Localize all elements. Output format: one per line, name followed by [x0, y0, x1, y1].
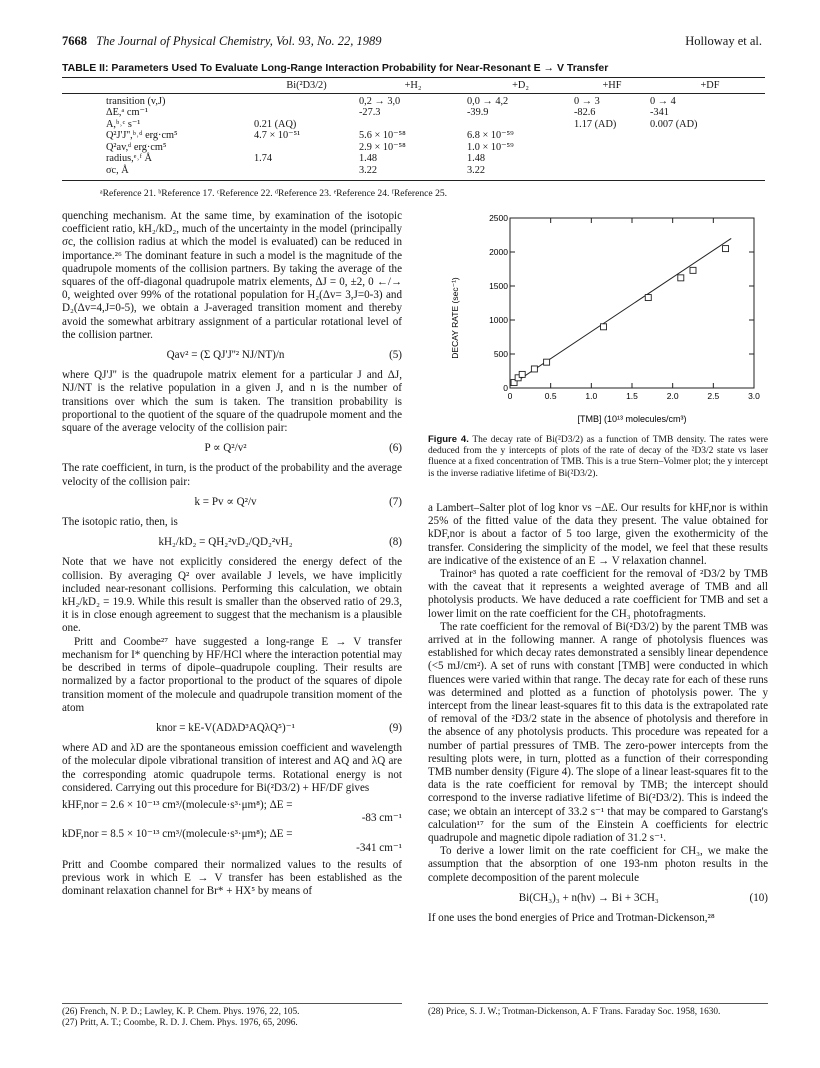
table-cell: 1.0 × 10⁻⁵⁹	[467, 141, 514, 153]
result-df: kDF,nor = 8.5 × 10⁻¹³ cm³/(molecule·s³·μm⁸); ΔE =	[62, 828, 293, 841]
table-cell: 0,0 → 4,2	[467, 95, 509, 107]
table-cell: 6.8 × 10⁻⁵⁹	[467, 130, 514, 141]
paragraph: where AD and λD are the spontaneous emission coefficient and wavelength of the molecular dipole vibrational transition of interest and AQ and λQ are the corresponding atomic quadrupole terms. Rotational energy is not considered. Carrying out this procedure for Bi(²D3/2) + HF/DF gives	[62, 742, 402, 794]
equation: Bi(CH₃)₃ + n(hν) → Bi + 3CH₃	[518, 891, 659, 904]
table-header-cell: Bi(²D3/2)	[286, 80, 327, 91]
footnote-rule-left	[62, 1003, 402, 1004]
equation: knor = kE-V(ADλD³AQλQ⁵)⁻¹	[156, 721, 295, 734]
table-cell: -39.9	[467, 107, 489, 118]
footnote-rule-right	[428, 1003, 768, 1004]
y-tick-label: 1500	[489, 281, 508, 291]
equation-10	[428, 892, 768, 905]
table-row	[106, 107, 770, 119]
y-axis-label: DECAY RATE (sec⁻¹)	[450, 277, 460, 359]
figure-caption-text: The decay rate of Bi(²D3/2) as a function of TMB density. The rates were deduced from the y intercepts of plots of the rate of decay of the ²D3/2 state vs laser fluence at a fixed concentration of TMB. This is a true Stern–Volmer plot; the y intercept is the inverse radiative lifetime of Bi(²D3/2).	[428, 435, 768, 479]
table-header-cell: +D₂	[512, 80, 529, 91]
data-point	[678, 275, 684, 281]
table-row	[106, 153, 770, 165]
table-cell	[254, 165, 359, 177]
references-left	[62, 1007, 402, 1029]
table-cell: 4.7 × 10⁻⁵¹	[254, 130, 301, 141]
equation-6	[62, 442, 402, 455]
reference-28: (28) Price, S. J. W.; Trotman-Dickenson, A. F Trans. Faraday Soc. 1958, 1630.	[428, 1007, 721, 1017]
paragraph: If one uses the bond energies of Price and Trotman-Dickenson,²⁸	[428, 912, 715, 925]
equation-number: (8)	[389, 536, 402, 549]
x-tick-label: 0.5	[544, 391, 557, 401]
paragraph: where QJ'J'' is the quadrupole matrix element for a particular J and ΔJ, NJ/NT is the relative population in a given J, and n is the number of transitions over which the sum is taken. The transition probability is proportional to the quotient of the square of the quadrupole moment and the square of the average velocity of the collision pair:	[62, 369, 402, 435]
paragraph: The rate coefficient for the removal of Bi(²D3/2) by the parent TMB was arrived at in the following manner. A range of photolysis fluences was established for which decay rates demonstrated a sensibly linear dependence (<5 mJ/cm²). A set of runs with constant [TMB] were conducted in which fluences were varied within that range. The decay rate for each of these runs was determined and plotted as a function of photolysis power. The y intercept from the linear least-squares fit to this data is the extrapolated rate of removal of the ²D3/2 state in the absence of photolysis and therefore in the absence of any photolysis products. This procedure was repeated for a number of partial pressures of TMB. The zero-power intercepts from the resulting plots were, in turn, plotted as a function of their corresponding TMB number density (Figure 4). The slope of a linear least-squares fit to the data is the rate coefficient for removal by TMB; the intercept should correspond to the inverse radiative lifetime of Bi(²D3/2). This is indeed the case; we obtain an intercept of 33.2 s⁻¹ that may be compared to Garstang's calculation¹⁷ for the sum of the Einstein A coefficients for electric quadrupole and magnetic dipole radiation of 31.2 s⁻¹.	[428, 620, 768, 845]
y-tick-label: 500	[493, 349, 508, 359]
equation-number: (9)	[389, 721, 402, 734]
table-cell	[650, 153, 770, 165]
paragraph: quenching mechanism. At the same time, by examination of the isotopic coefficient ratio, kH₂/kD₂, much of the uncertainty in the model (principally σc, the collision radius at which the model is evaluated) can be reduced in importance.²⁶ The dominant feature in such a model is the magnitude of the quadrupole moments of the collision partners. By taking the average of the squares of the off-diagonal quadrupole matrix elements, ΔJ = 0, ±2, 0 ←/→ 0, weighted over 99% of the rotational population for H₂(Δv= 3,J=0-3) and D₂(Δv=4,J=0-5), we obtain a J-averaged transition moment and thereby avoid the somewhat arbitrary assignment of a particular rotational level of the collision partner.	[62, 210, 402, 341]
table-header-cell: +HF	[602, 80, 622, 91]
table-cell: 3.22	[359, 164, 378, 176]
data-point	[723, 246, 729, 252]
table-cell	[650, 165, 770, 177]
figure-4-chart	[432, 208, 782, 426]
table-cell: transition (v,J)	[106, 95, 166, 107]
y-tick-label: 0	[503, 383, 508, 393]
table-cell: A,ᵇ˒ᶜ s⁻¹	[106, 118, 141, 130]
table-bottom-rule	[62, 180, 765, 181]
equation: k = Pv ∝ Q²/v	[194, 495, 257, 508]
table-row	[106, 130, 770, 142]
result-df-energy: -341 cm⁻¹	[356, 841, 402, 854]
equation-number: (6)	[389, 442, 402, 455]
result-hf-energy: -83 cm⁻¹	[361, 812, 402, 825]
left-column	[62, 210, 402, 898]
equation: kH₂/kD₂ = QH₂²vD₂/QD₂²vH₂	[158, 536, 293, 549]
equation-number: (10)	[749, 891, 768, 904]
running-header	[62, 34, 762, 49]
table-cell	[254, 107, 359, 119]
reference-26: (26) French, N. P. D.; Lawley, K. P. Chem. Phys. 1976, 22, 105.	[62, 1007, 300, 1017]
journal-citation: The Journal of Physical Chemistry, Vol. 93, No. 22, 1989	[96, 34, 382, 48]
equation-7	[62, 496, 402, 509]
table-row	[106, 119, 770, 131]
figure-caption	[428, 434, 768, 480]
table-cell: 1.74	[254, 153, 273, 164]
table-row	[106, 142, 770, 154]
y-tick-label: 2000	[489, 247, 508, 257]
x-axis-label: [TMB] (10¹³ molecules/cm³)	[577, 414, 687, 424]
page-number: 7668	[62, 34, 87, 48]
paragraph: To derive a lower limit on the rate coefficient for CH₃, we make the assumption that the absorption of one 193-nm photon results in the complete decomposition of the parent molecule	[428, 845, 768, 884]
table-cell	[650, 142, 770, 154]
table-cell: Q²J'J'',ᵇ˒ᵈ erg·cm⁵	[106, 130, 178, 141]
table-header-cell: +DF	[700, 80, 720, 91]
equation-number: (7)	[389, 495, 402, 508]
parameters-table	[106, 80, 770, 176]
right-column	[428, 502, 768, 925]
equation: Qav² = (Σ QJ'J''² NJ/NT)/n	[166, 349, 285, 362]
equation-8	[62, 536, 402, 549]
authors: Holloway et al.	[685, 34, 762, 48]
paragraph: a Lambert–Salter plot of log knor vs −ΔE. Our results for kHF,nor is within 25% of the fitted value of the data they present. The value obtained for kDF,nor is about a factor of 5 too large, given the exothermicity of the transfer. Considering the simplicity of the model, we feel that these results are indicative of the existence of an E → V relaxation channel.	[428, 502, 768, 567]
x-tick-label: 1.5	[626, 391, 638, 401]
equation: P ∝ Q²/v²	[204, 442, 247, 455]
table-caption: TABLE II: Parameters Used To Evaluate Long-Range Interaction Probability for Near-Resonant E → V Transfer	[62, 62, 609, 74]
table-cell	[574, 153, 650, 165]
table-cell: -27.3	[359, 107, 381, 118]
x-tick-label: 3.0	[748, 391, 760, 401]
table-cell	[254, 96, 359, 108]
figure-label: Figure 4.	[428, 434, 469, 445]
table-cell	[650, 130, 770, 142]
paragraph: Note that we have not explicitly considered the energy defect of the collision. By averaging Q² over available J levels, we have implicitly included near-resonant collisions. Performing this calculation, we obtain kH₂/kD₂ = 19.9. While this result is smaller than the observed ratio of 29.3, it is in close enough agreement to suggest that the mechanism is a plausible one.	[62, 556, 402, 635]
x-tick-label: 1.0	[585, 391, 598, 401]
table-cell: 1.48	[467, 153, 486, 164]
table-cell	[467, 119, 574, 131]
table-cell: -341	[650, 107, 669, 118]
data-point	[601, 324, 607, 330]
data-point	[690, 267, 696, 273]
x-tick-label: 0	[507, 391, 513, 401]
paragraph: Pritt and Coombe²⁷ have suggested a long-range E → V transfer mechanism for I* quenching by HF/HCl where the interaction potential may be described in terms of dipole–quadrupole coupling. Their results are normalized by a factor proportional to the product of the squares of dipole transition moment of the molecule and quadrupole transition moment of the atom	[62, 635, 402, 714]
table-row	[106, 165, 770, 177]
data-point	[531, 366, 537, 372]
references-right	[428, 1007, 768, 1018]
table-cell: Q²av,ᵈ erg·cm⁵	[106, 141, 167, 153]
table-cell: 3.22	[467, 164, 486, 176]
data-point	[645, 295, 651, 301]
equation-5	[62, 349, 402, 362]
table-cell: 2.9 × 10⁻⁵⁸	[359, 141, 406, 153]
table-cell: σc, Å	[106, 164, 129, 176]
result-hf: kHF,nor = 2.6 × 10⁻¹³ cm³/(molecule·s³·μm⁸); ΔE =	[62, 798, 293, 811]
paragraph: The rate coefficient, in turn, is the product of the probability and the average velocity of the collision pair:	[62, 462, 402, 488]
chart-points	[510, 238, 731, 385]
table-footnotes: ᵃReference 21. ᵇReference 17. ᶜReference 22. ᵈReference 23. ᵉReference 24. ᶠReference 25.	[100, 188, 448, 199]
table-cell: 0,2 → 3,0	[359, 95, 401, 107]
paragraph: Trainor³ has quoted a rate coefficient for the removal of ²D3/2 by TMB with the caveat that it represents a weighted average of TMB and all photolysis products. We have deduced a rate coefficient for TMB and set a lower limit on the rate coefficient for the CH₃ photofragments.	[428, 568, 768, 620]
paragraph: Pritt and Coombe compared their normalized values to the results of previous work in which E → V transfer has been established as the dominant relaxation channel for Br* + HX⁵ by means of	[62, 858, 402, 898]
x-tick-label: 2.0	[666, 391, 679, 401]
table-header-cell: +H₂	[404, 80, 422, 91]
reference-27: (27) Pritt, A. T.; Coombe, R. D. J. Chem. Phys. 1976, 65, 2096.	[62, 1018, 298, 1028]
y-tick-label: 1000	[489, 315, 508, 325]
table-cell: 5.6 × 10⁻⁵⁸	[359, 130, 406, 141]
table-cell: 1.48	[359, 153, 378, 164]
table-cell: 0 → 3	[574, 95, 600, 107]
table-cell	[254, 142, 359, 154]
table-cell	[574, 142, 650, 154]
equation-number: (5)	[389, 349, 402, 362]
table-cell	[359, 119, 467, 131]
table-cell: radius,ᵉ˒ᶠ Å	[106, 153, 152, 164]
data-point	[544, 359, 550, 365]
table-header-cell	[106, 80, 254, 93]
paragraph: The isotopic ratio, then, is	[62, 516, 178, 529]
table-top-rule	[62, 77, 765, 78]
table-cell: 1.17 (AD)	[574, 118, 617, 130]
table-cell	[574, 165, 650, 177]
table-cell: 0.007 (AD)	[650, 118, 698, 130]
y-tick-label: 2500	[489, 213, 508, 223]
table-cell: 0 → 4	[650, 95, 676, 107]
x-tick-label: 2.5	[707, 391, 720, 401]
table-cell: ΔE,ᵃ cm⁻¹	[106, 107, 148, 118]
table-header-row	[106, 80, 770, 93]
table-cell	[574, 130, 650, 142]
table-row	[106, 96, 770, 108]
table-cell: -82.6	[574, 107, 596, 118]
data-point	[519, 371, 525, 377]
table-cell: 0.21 (AQ)	[254, 118, 297, 130]
equation-9	[62, 722, 402, 735]
